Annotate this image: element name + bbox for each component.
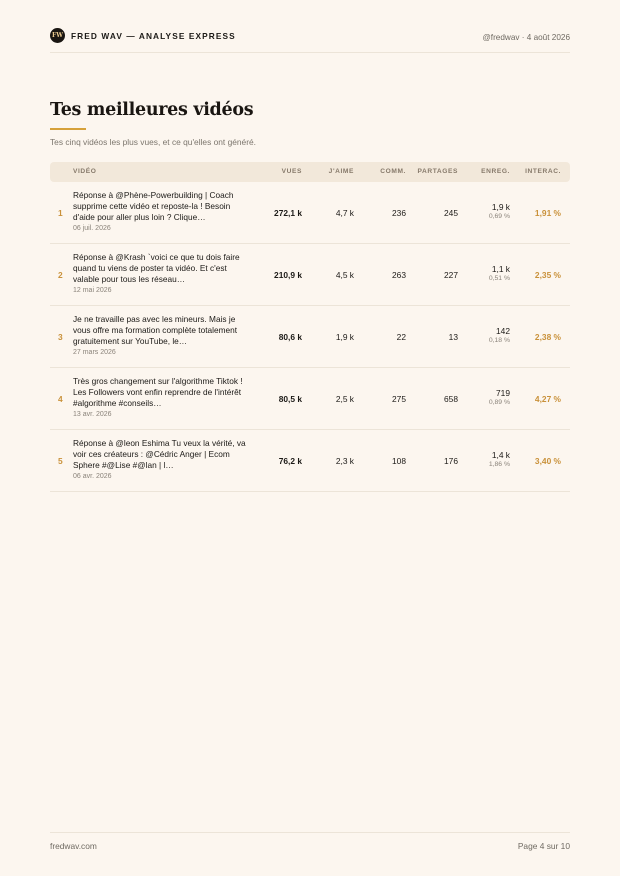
video-rank: 1 <box>58 208 63 218</box>
title-underline <box>50 128 86 130</box>
video-interaction-rate: 3,40 % <box>534 456 561 466</box>
video-rank: 5 <box>58 456 63 466</box>
col-shares: PARTAGES <box>417 168 458 175</box>
top-videos-table <box>50 162 570 492</box>
video-views: 80,5 k <box>278 394 302 404</box>
video-shares: 227 <box>444 270 458 280</box>
page-subtitle: Tes cinq vidéos les plus vues, et ce qu'elles ont généré. <box>50 137 256 147</box>
video-rank: 2 <box>58 270 63 280</box>
page-footer <box>50 832 570 853</box>
video-date: 27 mars 2026 <box>73 349 116 356</box>
video-shares: 13 <box>448 332 458 342</box>
table-row <box>50 306 570 368</box>
video-title: Je ne travaille pas avec les mineurs. Mais je vous offre ma formation complète totalement gratuitement sur YouTube, le… <box>73 314 238 346</box>
video-saves: 1,4 k <box>491 450 510 460</box>
brand-logo: FW <box>50 28 65 43</box>
video-likes: 4,5 k <box>335 270 354 280</box>
video-saves: 719 <box>496 388 510 398</box>
video-views: 76,2 k <box>278 456 302 466</box>
video-comments: 236 <box>392 208 406 218</box>
video-saves-rate: 0,69 % <box>488 213 510 220</box>
video-rank: 4 <box>58 394 63 404</box>
video-shares: 245 <box>444 208 458 218</box>
video-title: Réponse à @Krash `voici ce que tu dois faire quand tu viens de poster ta vidéo. Et c'est valable pour tous les réseau… <box>73 252 240 284</box>
video-comments: 22 <box>396 332 406 342</box>
brand-name: FRED WAV — ANALYSE EXPRESS <box>71 31 236 41</box>
video-views: 210,9 k <box>274 270 302 280</box>
video-views: 80,6 k <box>278 332 302 342</box>
video-interaction-rate: 2,35 % <box>534 270 561 280</box>
table-row <box>50 244 570 306</box>
video-rank: 3 <box>58 332 63 342</box>
video-comments: 275 <box>392 394 406 404</box>
video-title: Très gros changement sur l'algorithme Tiktok ! Les Followers vont enfin reprendre de l'intérêt #algorithme #conseils… <box>73 376 243 408</box>
col-saves: ENREG. <box>481 168 510 175</box>
video-shares: 176 <box>444 456 458 466</box>
video-interaction-rate: 4,27 % <box>534 394 561 404</box>
video-saves-rate: 0,18 % <box>488 337 510 344</box>
page-number: Page 4 sur 10 <box>517 841 570 851</box>
video-likes: 2,5 k <box>335 394 354 404</box>
video-interaction-rate: 1,91 % <box>534 208 561 218</box>
video-comments: 263 <box>392 270 406 280</box>
video-comments: 108 <box>392 456 406 466</box>
video-views: 272,1 k <box>274 208 302 218</box>
video-saves-rate: 0,51 % <box>488 275 510 282</box>
video-saves: 1,1 k <box>491 264 510 274</box>
col-comments: COMM. <box>380 168 406 175</box>
col-video: VIDÉO <box>73 168 97 175</box>
video-date: 12 mai 2026 <box>73 287 112 294</box>
video-saves-rate: 1,86 % <box>488 461 510 468</box>
video-date: 13 avr. 2026 <box>73 411 112 418</box>
video-likes: 2,3 k <box>335 456 354 466</box>
video-interaction-rate: 2,38 % <box>534 332 561 342</box>
page-title: Tes meilleures vidéos <box>50 100 254 120</box>
video-saves-rate: 0,89 % <box>488 399 510 406</box>
video-shares: 658 <box>444 394 458 404</box>
video-likes: 4,7 k <box>335 208 354 218</box>
video-title: Réponse à @Phène-Powerbuilding | Coach supprime cette vidéo et reposte-la ! Besoin d'aide pour aller plus loin ? Clique… <box>73 190 234 222</box>
report-meta: @fredwav · 4 août 2026 <box>482 33 570 42</box>
col-interactions: INTERAC. <box>525 168 561 175</box>
footer-website: fredwav.com <box>50 841 97 851</box>
video-date: 06 juil. 2026 <box>73 225 111 232</box>
table-row <box>50 430 570 492</box>
col-likes: J'AIME <box>328 168 354 175</box>
video-likes: 1,9 k <box>335 332 354 342</box>
table-row <box>50 368 570 430</box>
video-title: Réponse à @leon Eshima Tu veux la vérité, va voir ces créateurs : @Cédric Anger | Ecom Sphere #@Lise #@lan | l… <box>73 438 246 470</box>
video-saves: 142 <box>496 326 510 336</box>
table-header <box>50 162 570 182</box>
table-row <box>50 182 570 244</box>
col-views: VUES <box>281 168 302 175</box>
page-header <box>50 28 570 53</box>
video-date: 06 avr. 2026 <box>73 473 112 480</box>
video-saves: 1,9 k <box>491 202 510 212</box>
